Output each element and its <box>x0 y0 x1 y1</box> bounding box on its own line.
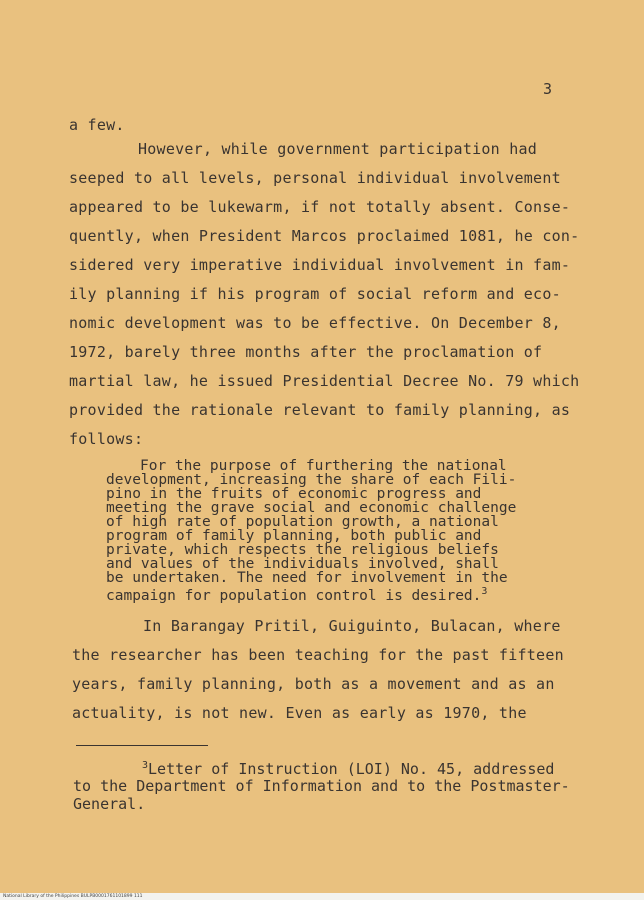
quote-line: meeting the grave social and economic challenge <box>106 500 517 516</box>
footnote-line: $^3$Letter of Instruction (LOI) No. 45, addressed <box>142 760 555 778</box>
body-line: martial law, he issued Presidential Decree No. 79 which <box>69 372 580 390</box>
quote-line: and values of the individuals involved, shall <box>106 556 499 572</box>
quote-line: development, increasing the share of each Fili- <box>106 472 517 488</box>
quote-line: of high rate of population growth, a national <box>106 514 499 530</box>
body-line: the researcher has been teaching for the past fifteen <box>72 646 564 664</box>
body-line: actuality, is not new. Even as early as 1970, the <box>72 704 527 722</box>
body-line: quently, when President Marcos proclaimed 1081, he con- <box>69 227 580 245</box>
footnote-line: to the Department of Information and to the Postmaster- <box>73 777 570 795</box>
footnote-divider <box>76 745 208 746</box>
quote-line: private, which respects the religious beliefs <box>106 542 499 558</box>
footnote-line: General. <box>73 795 146 813</box>
quote-line: campaign for population control is desired.$^3$ <box>106 586 488 604</box>
body-line: nomic development was to be effective. On December 8, <box>69 314 561 332</box>
body-line: In Barangay Pritil, Guiguinto, Bulacan, where <box>143 617 561 635</box>
page-number: 3 <box>543 80 553 98</box>
body-line: seeped to all levels, personal individual involvement <box>69 169 561 187</box>
body-line: a few. <box>69 116 125 134</box>
footnote-mark: 3 <box>481 586 488 597</box>
body-line: ily planning if his program of social reform and eco- <box>69 285 561 303</box>
body-line: provided the rationale relevant to family planning, as <box>69 401 571 419</box>
body-line: appeared to be lukewarm, if not totally absent. Conse- <box>69 198 571 216</box>
body-line: follows: <box>69 430 144 448</box>
body-line: years, family planning, both as a movement and as an <box>72 675 555 693</box>
body-line: sidered very imperative individual involvement in fam- <box>69 256 571 274</box>
quote-line: be undertaken. The need for involvement in the <box>106 570 508 586</box>
quote-line: program of family planning, both public and <box>106 528 482 544</box>
quote-line: For the purpose of furthering the national <box>140 458 507 474</box>
body-line: However, while government participation had <box>138 140 538 158</box>
body-line: 1972, barely three months after the proclamation of <box>69 343 543 361</box>
quote-line: pino in the fruits of economic progress and <box>106 486 482 502</box>
footnote-mark: 3 <box>142 760 149 771</box>
archive-strip: National Library of the Philippines BULPB0001761101899 111 <box>0 893 644 900</box>
